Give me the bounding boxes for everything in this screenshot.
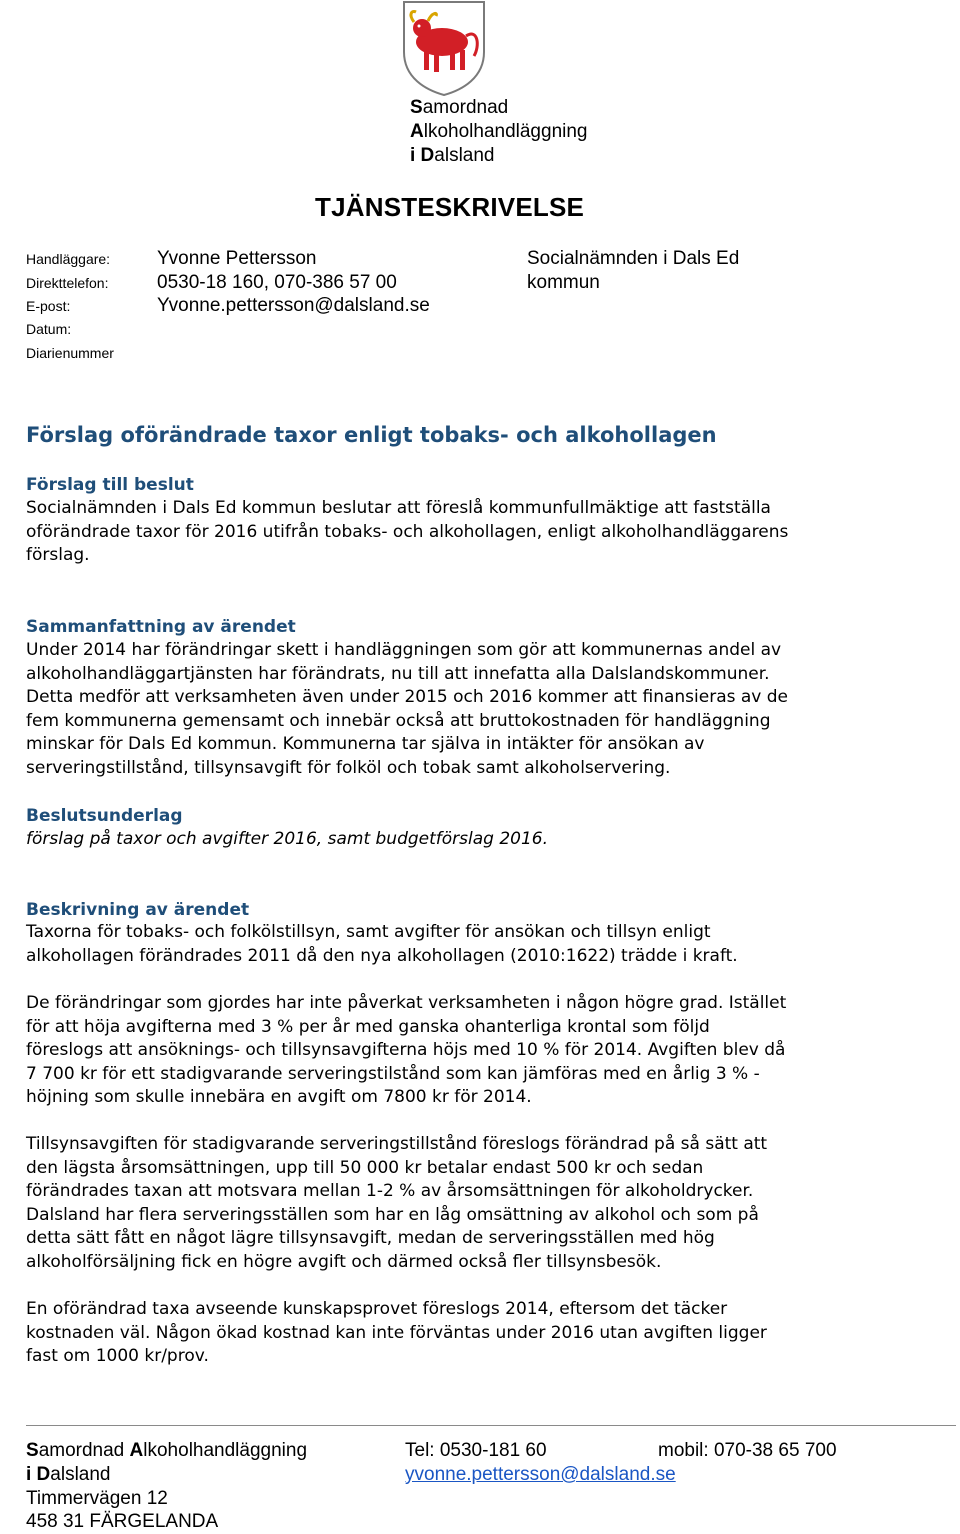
- diarienummer-label: Diarienummer: [26, 345, 114, 361]
- footer-org-rest-a: lkoholhandläggning: [143, 1440, 308, 1461]
- forslag-line: förslag.: [26, 545, 90, 565]
- org-line-3-rest: alsland: [434, 145, 495, 166]
- forslag-line: oförändrade taxor för 2016 utifrån tobaks- och alkohollagen, enligt alkoholhandläggarens: [26, 521, 789, 542]
- beskrivning-line: 7 700 kr för ett stadigvarande serveringstilstånd som kan jämföras med en årlig 3 % -: [26, 1063, 760, 1084]
- footer-org-initial-s: S: [26, 1440, 39, 1461]
- beskrivning-paragraph-3: [26, 1133, 767, 1274]
- footer-org-rest-s: amordnad: [38, 1440, 130, 1461]
- footer-org-initial-a: A: [129, 1440, 144, 1461]
- forslag-line: Socialnämnden i Dals Ed kommun beslutar att föreslå kommunfullmäktige att fastställa: [26, 498, 771, 518]
- beskrivning-line: den lägsta årsomsättningen, upp till 50 000 kr betalar endast 500 kr och sedan: [26, 1157, 704, 1178]
- org-line-3: [410, 144, 588, 168]
- footer-org-line-1: [26, 1439, 307, 1463]
- main-title: Förslag oförändrade taxor enligt tobaks- och alkohollagen: [26, 423, 717, 447]
- beskrivning-line: föreslogs att ansöknings- och tillsynsavgifterna höjs med 10 % för 2014. Avgiften blev då: [26, 1040, 786, 1060]
- org-line-3-initial: i D: [410, 145, 435, 166]
- forslag-heading: Förslag till beslut: [26, 475, 194, 495]
- recipient-line-2: kommun: [527, 272, 600, 293]
- beskrivning-paragraph-2: [26, 992, 786, 1110]
- sammanfattning-paragraph: [26, 639, 788, 780]
- sammanfattning-heading: Sammanfattning av ärendet: [26, 617, 296, 637]
- footer-mobil: mobil: 070-38 65 700: [658, 1440, 837, 1461]
- sammanfattning-line: fem kommunerna gemensamt och innebär också att bruttokostnaden för handläggning: [26, 710, 771, 731]
- beskrivning-line: kostnaden väl. Någon ökad kostnad kan inte förväntas under 2016 utan avgiften ligger: [26, 1322, 767, 1343]
- footer-org-rest-id: alsland: [50, 1464, 111, 1485]
- sammanfattning-line: Under 2014 har förändringar skett i handläggningen som gör att kommunernas andel av: [26, 640, 782, 660]
- sammanfattning-line: serveringstillstånd, tillsynsavgift för folköl och tobak samt alkoholservering.: [26, 757, 671, 778]
- coat-of-arms-icon: [402, 0, 486, 96]
- footer-divider: [26, 1425, 956, 1426]
- recipient-line-1: Socialnämnden i Dals Ed: [527, 248, 740, 269]
- beskrivning-line: De förändringar som gjordes har inte påverkat verksamheten i någon högre grad. Istället: [26, 993, 787, 1013]
- beskrivning-line: Taxorna för tobaks- och folkölstillsyn, samt avgifter för ansökan och tillsyn enligt: [26, 922, 711, 942]
- beskrivning-line: Tillsynsavgiften för stadigvarande serveringstillstånd föreslogs förändrad på så sätt att: [26, 1134, 768, 1154]
- beskrivning-line: alkohollagen förändrades 2011 då den nya alkohollagen (2010:1622) trädde i kraft.: [26, 945, 738, 966]
- footer-city: 458 31 FÄRGELANDA: [26, 1511, 219, 1532]
- recipient: [527, 247, 739, 295]
- beskrivning-paragraph-1: [26, 921, 738, 968]
- org-line-1: [410, 96, 588, 120]
- datum-label: Datum:: [26, 321, 72, 337]
- telefon-value: 0530-18 160, 070-386 57 00: [157, 272, 397, 293]
- beskrivning-line: alkoholförsäljning fick en högre avgift och därmed också fler tillsynsbesök.: [26, 1251, 662, 1272]
- org-line-1-rest: amordnad: [422, 97, 509, 118]
- beskrivning-line: fast om 1000 kr/prov.: [26, 1346, 209, 1366]
- org-line-2-initial: A: [410, 121, 424, 142]
- org-line-2: [410, 120, 588, 144]
- handlaggare-value: Yvonne Pettersson: [157, 248, 317, 269]
- sammanfattning-line: minskar för Dals Ed kommun. Kommunerna tar själva in intäkter för ansökan av: [26, 734, 705, 754]
- epost-label: E-post:: [26, 298, 71, 314]
- organisation-name: [410, 96, 588, 168]
- forslag-paragraph: [26, 497, 788, 568]
- org-line-1-initial: S: [410, 97, 423, 118]
- footer-org-initial-id: i D: [26, 1464, 51, 1485]
- org-line-2-rest: lkoholhandläggning: [423, 121, 588, 142]
- beslutsunderlag-heading: Beslutsunderlag: [26, 806, 183, 826]
- epost-value[interactable]: Yvonne.pettersson@dalsland.se: [157, 295, 430, 316]
- sammanfattning-line: Detta medför att verksamheten även under 2015 och 2016 kommer att finansieras av de: [26, 687, 789, 707]
- footer-org-line-2: [26, 1463, 111, 1487]
- telefon-label: Direkttelefon:: [26, 275, 109, 291]
- beskrivning-line: detta sätt fått en något lägre tillsynsavgift, medan de serveringsställen med hög: [26, 1228, 715, 1248]
- footer-email-link[interactable]: yvonne.pettersson@dalsland.se: [405, 1464, 676, 1485]
- beskrivning-line: Dalsland har flera serveringsställen som har en låg omsättning av alkohol och som på: [26, 1204, 759, 1225]
- document-type-title: TJÄNSTESKRIVELSE: [315, 192, 585, 222]
- beslutsunderlag-text: förslag på taxor och avgifter 2016, samt budgetförslag 2016.: [26, 829, 549, 849]
- beskrivning-heading: Beskrivning av ärendet: [26, 900, 250, 920]
- handlaggare-label: Handläggare:: [26, 251, 111, 267]
- footer-street: Timmervägen 12: [26, 1488, 168, 1509]
- beskrivning-line: En oförändrad taxa avseende kunskapsprovet föreslogs 2014, eftersom det täcker: [26, 1299, 728, 1319]
- beskrivning-paragraph-4: [26, 1298, 767, 1369]
- beskrivning-line: förändrades taxan att motsvara mellan 1-2 % av årsomsättningen för alkoholdrycker.: [26, 1181, 754, 1201]
- footer-tel: Tel: 0530-181 60: [405, 1440, 547, 1461]
- sammanfattning-line: alkoholhandläggartjänsten har förändrats, nu till att innefatta alla Dalslandskommuner.: [26, 663, 770, 684]
- beskrivning-line: höjning som skulle innebära en avgift om 7800 kr för 2014.: [26, 1087, 532, 1107]
- beskrivning-line: för att höja avgifterna med 3 % per år med ganska ohanterliga krontal som följd: [26, 1016, 710, 1037]
